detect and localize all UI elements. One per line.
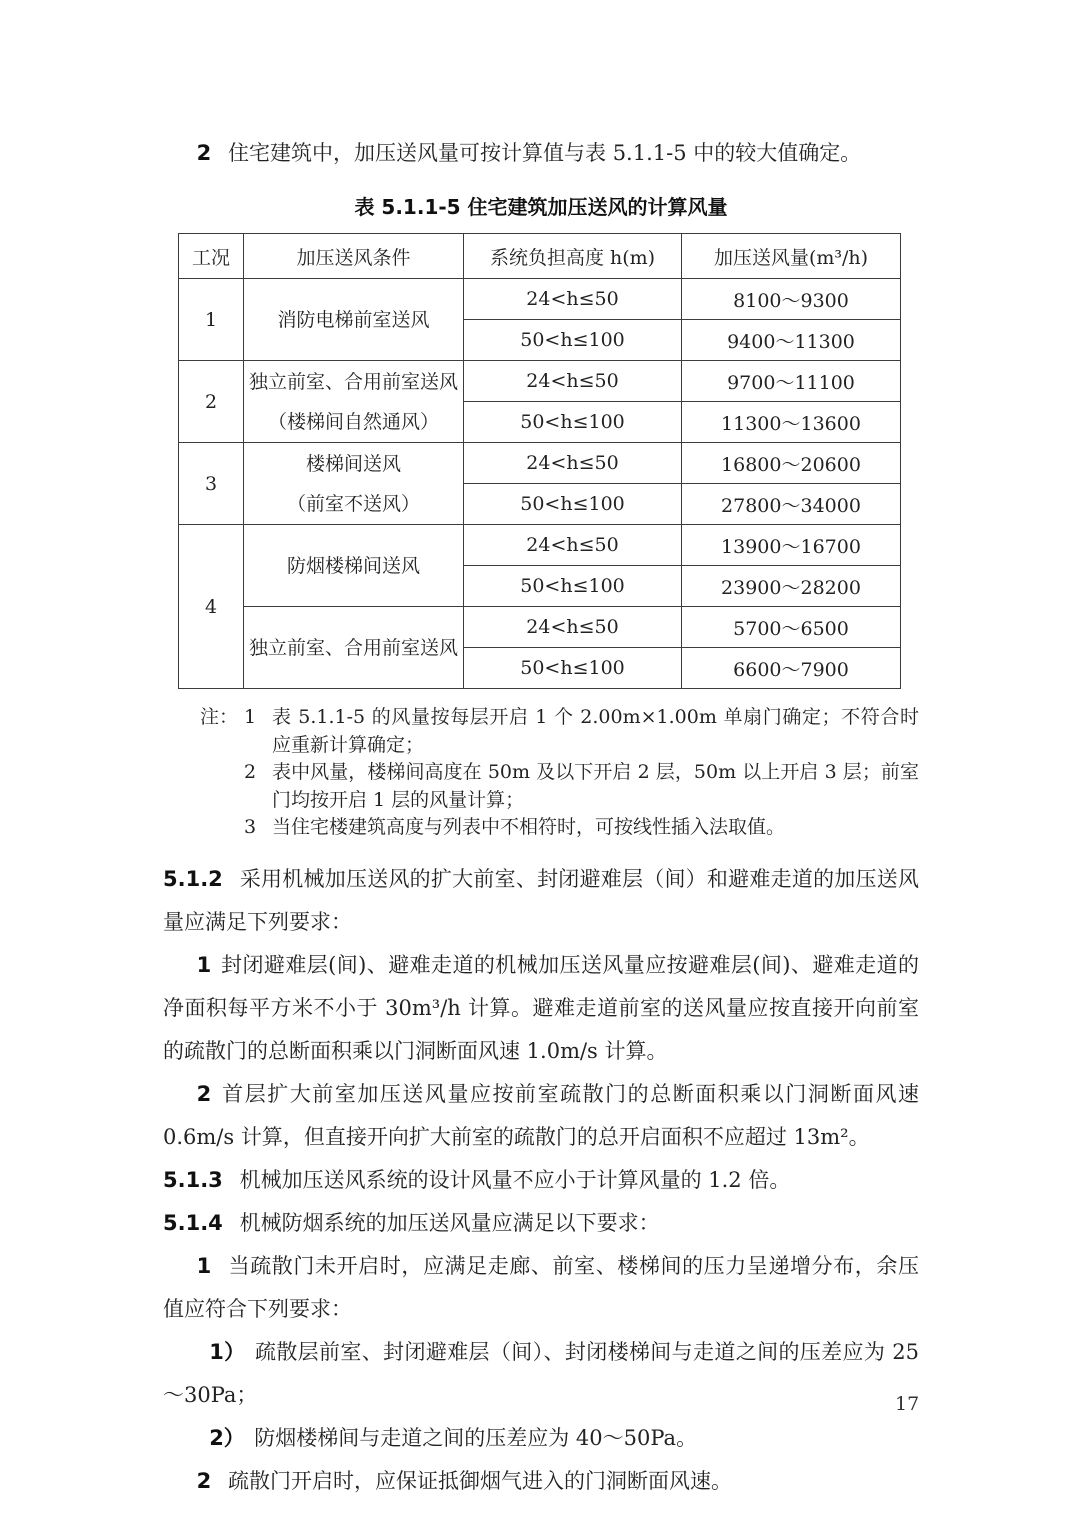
table-row: [179, 279, 901, 320]
flow-table-body: [179, 279, 901, 689]
height-range-cell: 24<h≤50: [464, 279, 682, 320]
air-volume-cell: 5700～6500: [682, 607, 901, 648]
table-row: [179, 607, 901, 648]
height-range-cell: 50<h≤100: [464, 566, 682, 607]
condition-line: 独立前室、合用前室送风: [248, 636, 458, 659]
item-text: 首层扩大前室加压送风量应按前室疏散门的总断面积乘以门洞断面风速 0.6m/s 计算，但直接开向扩大前室的疏散门的总开启面积不应超过 13m²。: [163, 1082, 919, 1150]
item-1-of-5-1-4: [163, 1245, 919, 1331]
section-text: 机械加压送风系统的设计风量不应小于计算风量的 1.2 倍。: [239, 1168, 791, 1193]
section-text: 采用机械加压送风的扩大前室、封闭避难层（间）和避难走道的加压送风量应满足下列要求：: [163, 866, 919, 934]
subitem-1-of-5-1-4: [163, 1331, 919, 1417]
height-range-cell: 50<h≤100: [464, 484, 682, 525]
note-number: 2: [244, 761, 257, 784]
condition-line: （前室不送风）: [286, 492, 420, 515]
subitem-2-of-5-1-4: [163, 1417, 919, 1460]
paragraph-text: 住宅建筑中，加压送风量可按计算值与表 5.1.1-5 中的较大值确定。: [228, 141, 862, 165]
table-title: 表 5.1.1-5 住宅建筑加压送风的计算风量: [354, 195, 728, 220]
note-text: 表 5.1.1-5 的风量按每层开启 1 个 2.00m×1.00m 单扇门确定；不符合时应重新计算确定；: [272, 706, 919, 756]
height-range-cell: 50<h≤100: [464, 648, 682, 689]
case-number-cell: 1: [179, 279, 244, 361]
height-range-cell: 24<h≤50: [464, 361, 682, 402]
condition-line: 楼梯间送风: [305, 452, 401, 475]
condition-line: （楼梯间自然通风）: [267, 410, 439, 433]
column-header-volume: 加压送风量(m³/h): [682, 234, 901, 279]
air-volume-cell: 9700～11100: [682, 361, 901, 402]
item-text: 当疏散门未开启时，应满足走廊、前室、楼梯间的压力呈递增分布，余压值应符合下列要求：: [163, 1254, 919, 1322]
body-sections: [163, 858, 919, 1504]
condition-cell: [244, 443, 464, 525]
item-1-of-5-1-2: [163, 944, 919, 1073]
item-number: 1: [196, 952, 212, 977]
note-item: [200, 759, 919, 814]
condition-cell: [244, 607, 464, 689]
subitem-number: 2）: [209, 1426, 245, 1451]
table-row: [179, 361, 901, 402]
height-range-cell: 24<h≤50: [464, 607, 682, 648]
column-header-height: 系统负担高度 h(m): [464, 234, 682, 279]
column-header-condition: 加压送风条件: [244, 234, 464, 279]
height-range-cell: 24<h≤50: [464, 525, 682, 566]
column-header-case: 工况: [179, 234, 244, 279]
section-5-1-3: [163, 1159, 919, 1202]
item-2-of-5-1-4: [163, 1460, 919, 1503]
section-number: 5.1.4: [163, 1211, 223, 1236]
note-text: 表中风量，楼梯间高度在 50m 及以下开启 2 层，50m 以上开启 3 层；前室门均按开启 1 层的风量计算；: [272, 761, 919, 811]
item-text: 疏散门开启时，应保证抵御烟气进入的门洞断面风速。: [228, 1469, 733, 1494]
condition-line: 独立前室、合用前室送风: [248, 370, 458, 393]
section-number: 5.1.2: [163, 866, 223, 891]
table-row: [179, 443, 901, 484]
note-label: 注：: [200, 706, 239, 729]
height-range-cell: 50<h≤100: [464, 402, 682, 443]
page-content: [163, 132, 919, 1503]
condition-cell: [244, 361, 464, 443]
section-text: 机械防烟系统的加压送风量应满足以下要求：: [239, 1211, 660, 1236]
note-text: 当住宅楼建筑高度与列表中不相符时，可按线性插入法取值。: [272, 816, 786, 839]
case-number-cell: 3: [179, 443, 244, 525]
intro-paragraph: [163, 132, 919, 175]
air-volume-cell: 13900～16700: [682, 525, 901, 566]
table-header-row: [179, 234, 901, 279]
note-label: [200, 814, 244, 842]
section-5-1-2: [163, 858, 919, 944]
item-number: 2: [196, 1082, 212, 1107]
height-range-cell: 50<h≤100: [464, 320, 682, 361]
item-2-of-5-1-2: [163, 1073, 919, 1159]
item-number: 1: [196, 1254, 212, 1279]
subitem-text: 疏散层前室、封闭避难层（间）、封闭楼梯间与走道之间的压差应为 25～30Pa；: [163, 1340, 919, 1408]
condition-line: 防烟楼梯间送风: [286, 554, 420, 577]
pressurized-air-supply-table: [178, 233, 901, 689]
section-number: 5.1.3: [163, 1168, 223, 1193]
item-number: 2: [196, 1469, 212, 1494]
air-volume-cell: 11300～13600: [682, 402, 901, 443]
case-number-cell: 2: [179, 361, 244, 443]
air-volume-cell: 9400～11300: [682, 320, 901, 361]
air-volume-cell: 16800～20600: [682, 443, 901, 484]
note-number: 1: [244, 706, 257, 729]
condition-line: 消防电梯前室送风: [277, 308, 430, 331]
air-volume-cell: 27800～34000: [682, 484, 901, 525]
note-item: [200, 814, 919, 842]
subitem-text: 防烟楼梯间与走道之间的压差应为 40～50Pa。: [254, 1426, 698, 1451]
subitem-number: 1）: [209, 1340, 246, 1365]
height-range-cell: 24<h≤50: [464, 443, 682, 484]
note-number: 3: [244, 816, 257, 839]
air-volume-cell: 23900～28200: [682, 566, 901, 607]
air-volume-cell: 6600～7900: [682, 648, 901, 689]
item-text: 封闭避难层(间)、避难走道的机械加压送风量应按避难层(间)、避难走道的净面积每平方米不小于 30m³/h 计算。避难走道前室的送风量应按直接开向前室的疏散门的总断面积乘以门洞断面风速 1.0m/s 计算。: [163, 952, 919, 1063]
condition-cell: [244, 279, 464, 361]
page-number: 17: [895, 1393, 920, 1415]
table-row: [179, 525, 901, 566]
case-number-cell: 4: [179, 525, 244, 689]
note-item: [200, 704, 919, 759]
paragraph-number: 2: [196, 141, 212, 165]
air-volume-cell: 8100～9300: [682, 279, 901, 320]
section-5-1-4: [163, 1202, 919, 1245]
note-label: [200, 759, 244, 814]
table-notes: [163, 704, 919, 842]
condition-cell: [244, 525, 464, 607]
